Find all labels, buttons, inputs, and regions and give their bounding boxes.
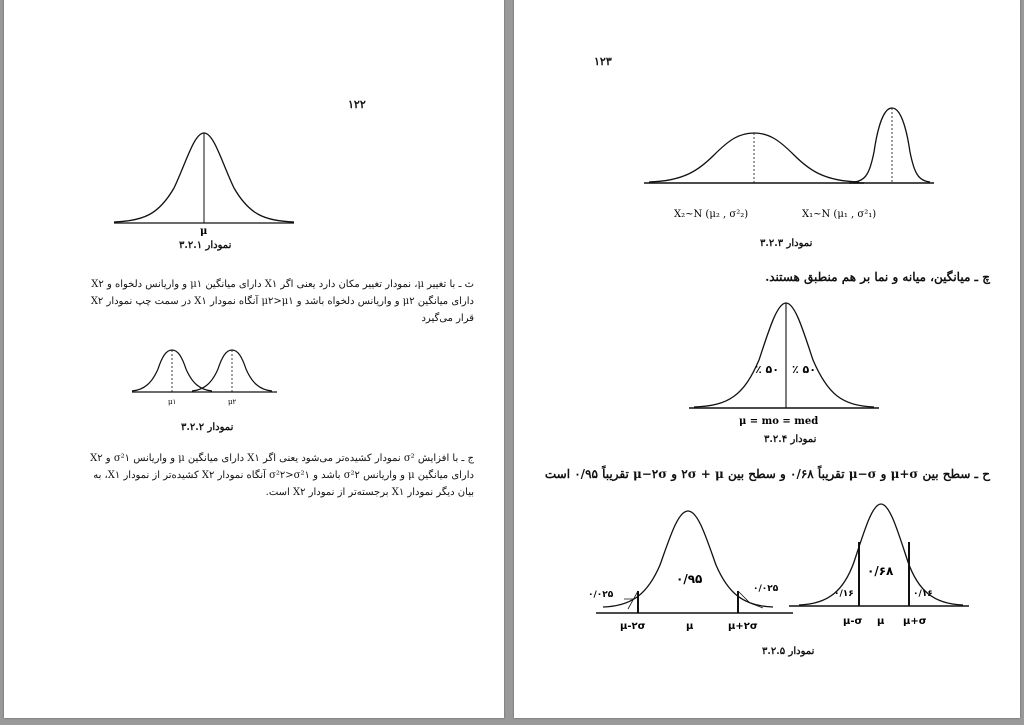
left-page: [4, 0, 504, 718]
label-x1: X₁~N (μ₁ , σ²₁): [802, 209, 877, 220]
right-side-label: ۰/۱۶: [913, 589, 933, 599]
mu2-label: μ۲: [228, 398, 237, 406]
left-tail-label: ۰/۰۲۵: [588, 590, 614, 600]
caption-3-2-2: نمودار ۳.۲.۲: [181, 422, 234, 433]
mu-label: μ: [200, 226, 208, 237]
caption-3-2-1: نمودار ۳.۲.۱: [179, 240, 232, 251]
page-number-left: ۱۲۲: [348, 98, 366, 111]
figure-3-2-4: [689, 295, 879, 415]
tick-plus-2sigma: μ+۲σ: [728, 621, 758, 632]
figure-3-2-5-left: [588, 505, 793, 635]
tick-mu: μ: [686, 621, 694, 632]
center-area-label: ۰/۹۵: [676, 572, 703, 586]
right-page: [514, 0, 1020, 718]
label-x2: X₂~N (μ₂ , σ²₂): [674, 209, 749, 220]
caption-3-2-5: نمودار ۳.۲.۵: [762, 646, 815, 657]
right-half-label: ٪ ۵۰: [792, 363, 816, 376]
tick-minus-2sigma: μ-۲σ: [620, 621, 646, 632]
paragraph-the: [34, 276, 474, 327]
figure-3-2-1: [114, 128, 294, 238]
figure-3-2-4-axis-label: [739, 410, 859, 428]
right-tail-label: ۰/۰۲۵: [753, 584, 779, 594]
figure-3-2-2: [132, 345, 277, 410]
left-half-label: ٪ ۵۰: [755, 363, 779, 376]
para2-line2: دارای میانگین μ و واریانس σ²۲ باشد و σ²۲>σ²۱ آنگاه نمودار X۲ کشیده‌تر از نمودار X۱، به: [93, 470, 474, 481]
figure-3-2-3: [644, 100, 964, 190]
line-che: چ ـ میانگین، میانه و نما بر هم منطبق هستند.: [765, 270, 990, 284]
paragraph-jim: [34, 450, 474, 501]
caption-3-2-4: نمودار ۳.۲.۴: [764, 434, 817, 445]
para2-line1: ج ـ با افزایش σ² نمودار کشیده‌تر می‌شود یعنی اگر X۱ دارای میانگین μ و واریانس σ²۱ و X۲: [90, 453, 474, 464]
page-number-right: ۱۲۳: [594, 55, 612, 68]
normal-curve: [799, 504, 963, 605]
left-side-label: ۰/۱۶: [834, 589, 854, 599]
tick-plus-sigma: μ+σ: [903, 616, 927, 627]
normal-curve: [694, 303, 874, 407]
tick-minus-sigma: μ-σ: [843, 616, 863, 627]
tick-mu: μ: [877, 616, 885, 627]
para1-line2: دارای میانگین μ۲ و واریانس دلخواه باشد و μ۲>μ۱ آنگاه نمودار X۱ در سمت چپ نمودار X۲: [90, 296, 474, 307]
line-he: ح ـ سطح بین μ+σ و μ−σ تقریباً ۰/۶۸ و سطح بین ۲σ + μ و μ−۲σ تقریباً ۰/۹۵ است: [544, 467, 990, 481]
para1-line3: قرار می‌گیرد: [421, 313, 474, 324]
caption-3-2-3: نمودار ۳.۲.۳: [760, 238, 813, 249]
para2-line3: بیان دیگر نمودار X۱ برجسته‌تر از نمودار X۲ است.: [265, 487, 474, 498]
mu1-label: μ۱: [168, 398, 177, 406]
center-area-label: ۰/۶۸: [867, 564, 894, 578]
figure-3-2-5-right: [789, 500, 969, 635]
para1-line1: ث ـ با تغییر μ، نمودار تغییر مکان دارد یعنی اگر X۱ دارای میانگین μ۱ و واریانس دلخواه و X۲: [91, 279, 474, 290]
axis-label: μ = mo = med: [739, 416, 819, 427]
figure-3-2-3-labels: [674, 204, 914, 224]
normal-curve: [603, 511, 773, 607]
